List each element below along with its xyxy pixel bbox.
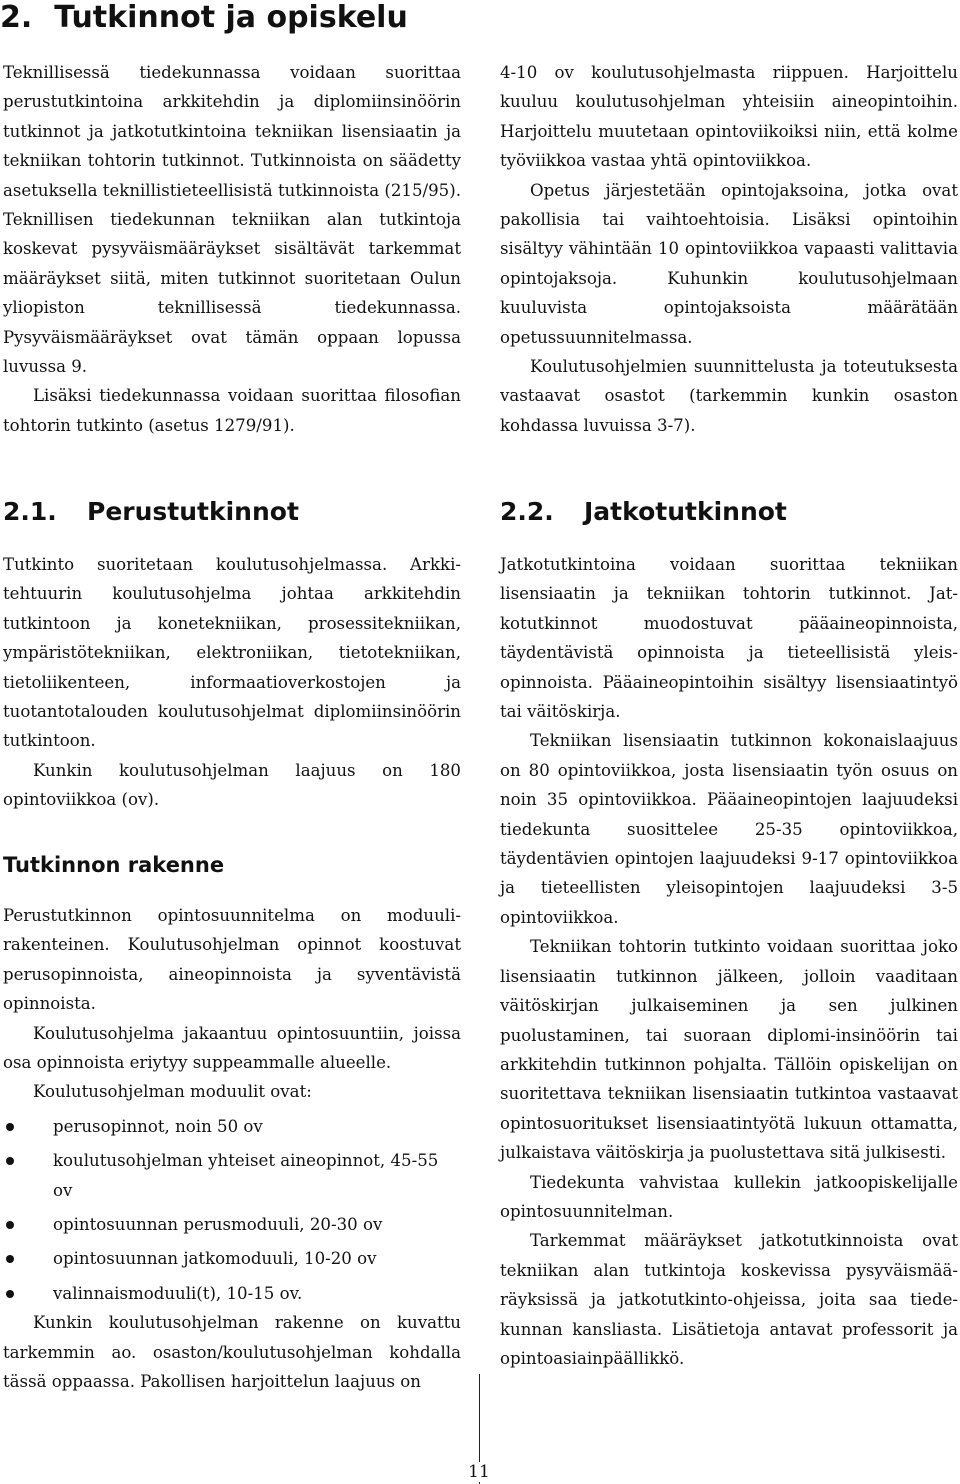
module-text: perusopinnot, noin 50 ov bbox=[53, 1116, 263, 1136]
body-paragraph: Tiedekunta vahvistaa kullekin jatkoopiskelijalle opintosuunnitelman. bbox=[500, 1172, 958, 1221]
section-title: Perustutkinnot bbox=[87, 497, 299, 526]
intro-left-column bbox=[3, 58, 461, 440]
intro-paragraph: Opetus järjestetään opintojaksoina, jotka ovat pakollisia tai vaihtoehtoisia. Lisäksi opintoihin sisältyy vähintään 10 opintoviikkoa vapaasti valittavia opintojaksoja. Kuhunkin koulutusohjelmaan kuuluvista opintojaksoista määrätään opetussuunnitelmassa. bbox=[500, 180, 958, 347]
module-text: koulutusohjelman yhteiset aineopinnot, 45-55 ov bbox=[53, 1151, 439, 1200]
intro-paragraph: 4-10 ov koulutusohjelmasta riippuen. Harjoittelu kuuluu koulutusohjelman yhteisiin aineopintoihin. Harjoittelu muutetaan opintoviikoiksi niin, että kolme työviikkoa vastaa yhtä opintoviikkoa. bbox=[500, 63, 958, 171]
bullet-icon bbox=[6, 1123, 14, 1131]
body-paragraph: Jatkotutkintoina voidaan suorittaa tekniikan lisensiaatin ja tekniikan tohtorin tutkinnot. Jatkotutkinnot muodostuvat pääaineopinnoista, täydentävistä opinnoista ja tieteellisistä yleisopinnoista. Pääaineopintoihin sisältyy lisensiaatintyö tai väitöskirja. bbox=[500, 555, 958, 722]
chapter-title-text: Tutkinnot ja opiskelu bbox=[54, 0, 408, 35]
bullet-icon bbox=[6, 1157, 14, 1165]
section-number: 2.1. bbox=[3, 497, 57, 526]
rakenne-body bbox=[3, 901, 461, 1397]
module-text: opintosuunnan perusmoduuli, 20-30 ov bbox=[53, 1215, 383, 1235]
page-number: 11 bbox=[466, 1462, 492, 1482]
body-paragraph: Tutkinto suoritetaan koulutusohjelmassa. Arkkitehtuurin koulutusohjelma johtaa arkkitehdin tutkintoon ja konetekniikan, prosessitekniikan, ympäristötekniikan, elektroniikan, tietotekniikan, tietoliikenteen, informaatioverkostojen ja tuotantotalouden koulutusohjelmat diplomiinsinöörin tutkintoon. bbox=[3, 555, 461, 751]
body-paragraph: Koulutusohjelma jakaantuu opintosuuntiin, joissa osa opinnoista eriytyy suppeammalle alueelle. bbox=[3, 1023, 461, 1073]
jatkotutkinnot-body bbox=[500, 550, 958, 1373]
bullet-icon bbox=[6, 1290, 14, 1298]
list-item bbox=[3, 1244, 461, 1273]
body-paragraph: Kunkin koulutusohjelman rakenne on kuvattu tarkemmin ao. osaston/koulutusohjelman kohdalla tässä oppaassa. Pakollisen harjoittelun laajuus on bbox=[3, 1313, 461, 1392]
perustutkinnot-body bbox=[3, 550, 461, 815]
subheading-tutkinnon-rakenne: Tutkinnon rakenne bbox=[3, 853, 225, 877]
list-item bbox=[3, 1146, 461, 1205]
module-text: opintosuunnan jatkomoduuli, 10-20 ov bbox=[53, 1249, 377, 1269]
section-title: Jatkotutkinnot bbox=[584, 497, 787, 526]
body-paragraph: Tekniikan tohtorin tutkinto voidaan suorittaa joko lisensiaatin tutkinnon jälkeen, jolloin vaaditaan väitöskirjan julkaiseminen ja sen julkinen puolustaminen, tai suoraan diplomi-insinöörin tai arkkitehdin tutkinnon pohjalta. Tällöin opiskelijan on suoritettava tekniikan lisensiaatin tutkintoa vastaavat opintosuoritukset lisensiaatintyötä lukuun ottamatta, julkaistava väitöskirja ja puolustettava sitä julkisesti. bbox=[500, 937, 958, 1163]
bullet-icon bbox=[6, 1221, 14, 1229]
body-paragraph: Koulutusohjelman moduulit ovat: bbox=[33, 1082, 312, 1102]
intro-right-column bbox=[500, 58, 958, 440]
body-paragraph: Kunkin koulutusohjelman laajuus on 180 opintoviikkoa (ov). bbox=[3, 760, 461, 810]
section-heading-jatkotutkinnot bbox=[500, 497, 787, 527]
intro-paragraph: Teknillisessä tiedekunnassa voidaan suorittaa perustutkintoina arkkitehdin ja diplomiinsinöörin tutkinnot ja jatkotutkintoina tekniikan lisensiaatin ja tekniikan tohtorin tutkinnot. Tutkinnoista on säädetty asetuksella teknillistieteellisistä tutkinnoista (215/95). Teknillisen tiedekunnan tekniikan alan tutkintoja koskevat pysyväismääräykset sisältävät tarkemmat määräykset siitä, miten tutkinnot suoritetaan Oulun yliopiston teknillisessä tiedekunnassa. Pysyväismääräykset ovat tämän oppaan lopussa luvussa 9. bbox=[3, 63, 461, 377]
bullet-icon bbox=[6, 1255, 14, 1263]
chapter-number: 2. bbox=[0, 0, 33, 35]
section-heading-perustutkinnot bbox=[3, 497, 299, 527]
body-paragraph: Tekniikan lisensiaatin tutkinnon kokonaislaajuus on 80 opintoviikkoa, josta lisensiaatin työn osuus on noin 35 opintoviikkoa. Pääaineopintojen laajuudeksi tiedekunta suosittelee 25-35 opintoviikkoa, täydentävien opintojen laajuudeksi 9-17 opintoviikkoa ja tieteellisten yleisopintojen laajuudeksi 3-5 opintoviikkoa. bbox=[500, 731, 958, 927]
body-paragraph: Tarkemmat määräykset jatkotutkinnoista ovat tekniikan alan tutkintoja koskevissa pysyväismääräyksissä ja jatkotutkinto-ohjeissa, joita saa tiedekunnan kansliasta. Lisätietoja antavat professorit ja opintoasiainpäällikkö. bbox=[500, 1231, 958, 1368]
body-paragraph: Perustutkinnon opintosuunnitelma on moduulirakenteinen. Koulutusohjelman opinnot koostuvat perusopinnoista, aineopinnoista ja syventävistä opinnoista. bbox=[3, 906, 461, 1014]
section-number: 2.2. bbox=[500, 497, 554, 526]
module-text: valinnaismoduuli(t), 10-15 ov. bbox=[53, 1283, 303, 1303]
intro-paragraph: Lisäksi tiedekunnassa voidaan suorittaa filosofian tohtorin tutkinto (asetus 1279/91). bbox=[3, 386, 461, 435]
chapter-title bbox=[0, 0, 408, 36]
list-item bbox=[3, 1279, 461, 1308]
list-item bbox=[3, 1112, 461, 1141]
list-item bbox=[3, 1210, 461, 1239]
intro-paragraph: Koulutusohjelmien suunnittelusta ja toteutuksesta vastaavat osastot (tarkemmin kunkin osaston kohdassa luvuissa 3-7). bbox=[500, 357, 958, 435]
modules-list bbox=[3, 1112, 461, 1308]
